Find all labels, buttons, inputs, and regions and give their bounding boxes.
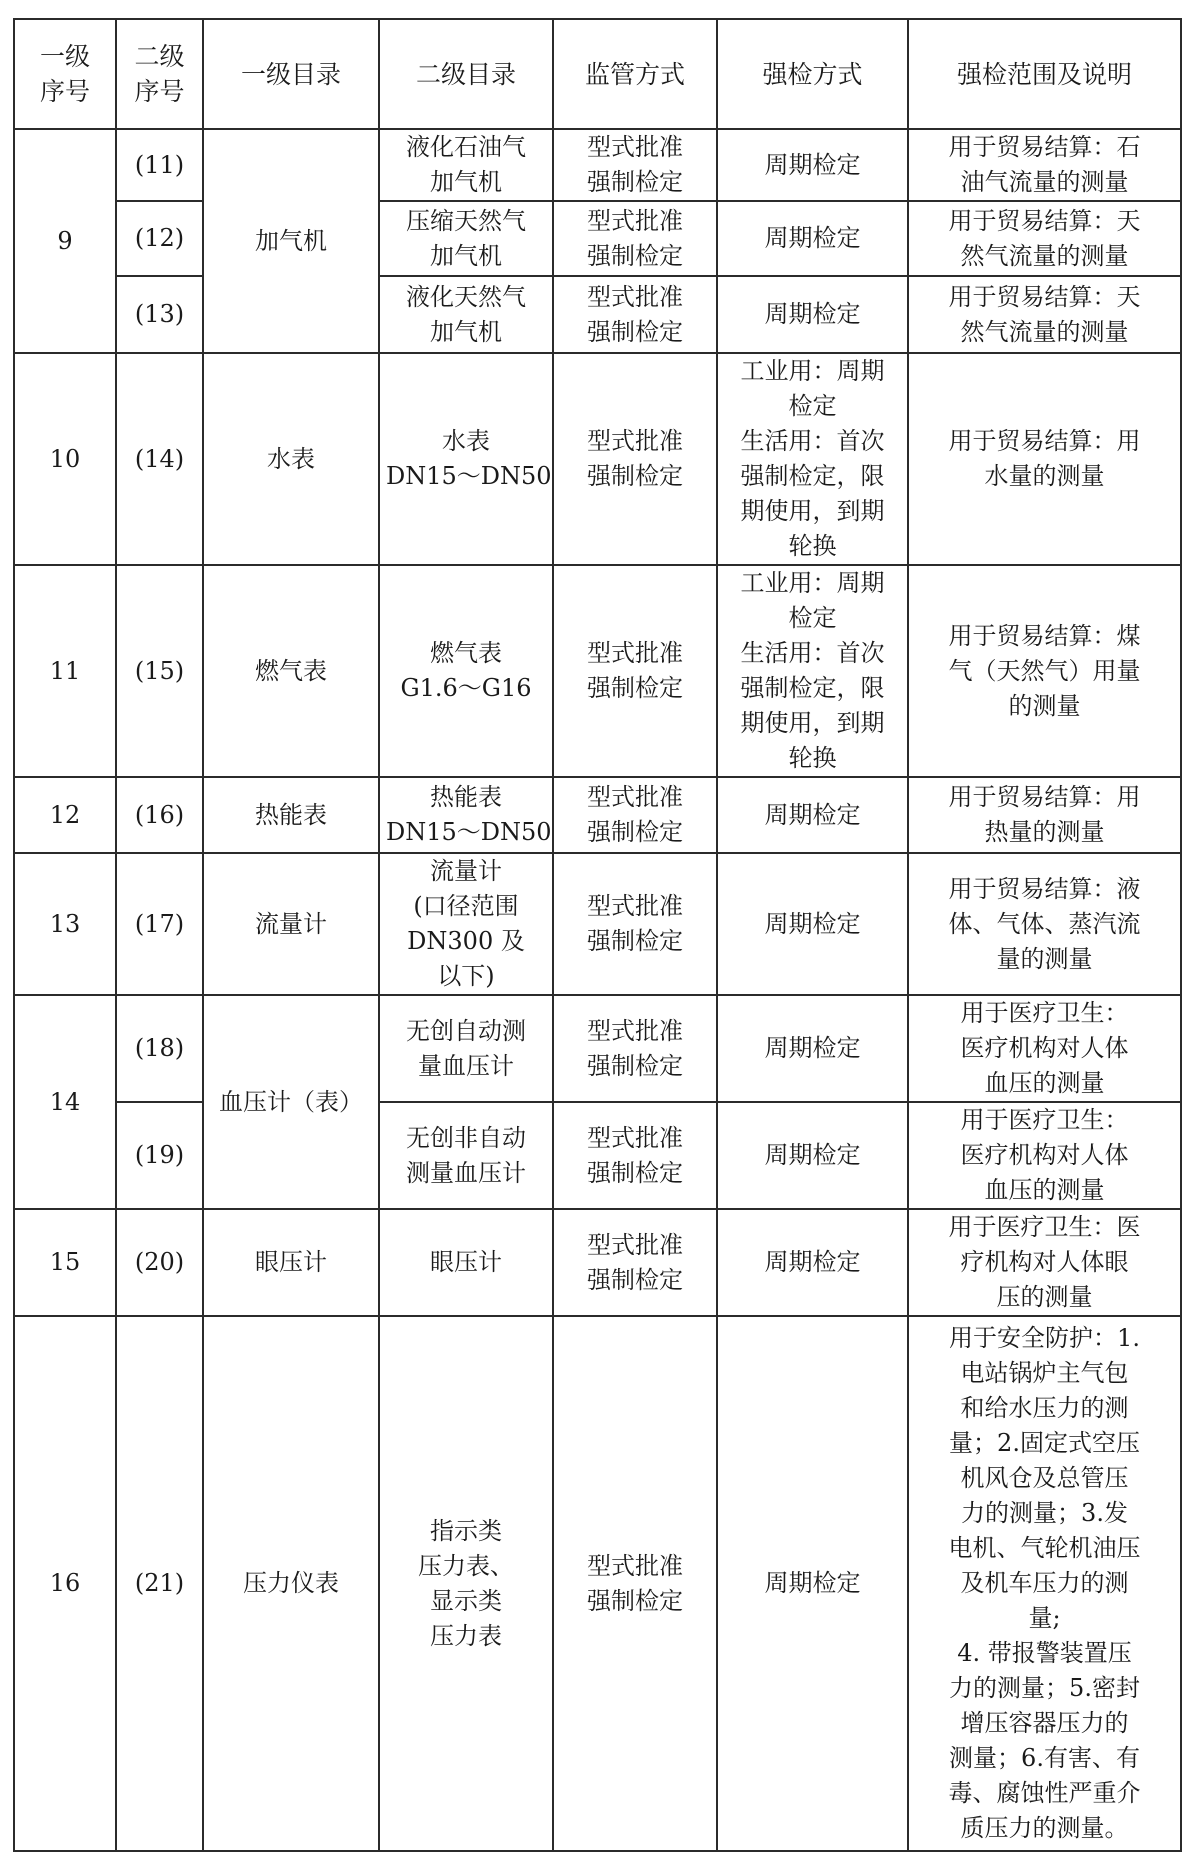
cell-text-line: 型式批准	[587, 1016, 683, 1045]
cell-text-line: 强制检定	[587, 241, 683, 270]
supervision-cell	[553, 353, 717, 565]
cell-text-line: DN15～DN50	[386, 462, 552, 490]
l1-catalog-cell: 血压计（表）	[203, 995, 379, 1209]
header-text: 序号	[39, 77, 90, 106]
cell-text-line: 气（天然气）用量	[948, 656, 1141, 685]
header-text: 一级	[39, 42, 90, 71]
cell-text-line: 周期检定	[764, 1034, 861, 1062]
scope-cell	[908, 995, 1181, 1102]
cell-text-line: 血压的测量	[984, 1069, 1105, 1097]
cell-text-line: 强制检定	[587, 168, 683, 196]
cell-text-line: 用于贸易结算：天	[948, 206, 1141, 235]
cell-text-line: 强制检定	[587, 1586, 683, 1615]
cell-text-line: 强制检定	[587, 1158, 683, 1187]
supervision-cell	[553, 995, 717, 1102]
header-l1-no	[14, 19, 116, 129]
cell-text-line: 周期检定	[764, 800, 861, 829]
inspection-cell	[717, 129, 908, 201]
cell-text-line: 型式批准	[587, 1230, 683, 1259]
table-row	[14, 1316, 1181, 1851]
l2-number-cell: (14)	[116, 353, 203, 565]
scope-cell	[908, 276, 1181, 353]
header-text: 强检范围及说明	[956, 59, 1132, 89]
cell-text-line: 液化石油气	[406, 133, 526, 161]
cell-text-line: 毒、腐蚀性严重介	[948, 1779, 1141, 1807]
cell-text-line: 型式批准	[587, 783, 683, 811]
l1-number-cell: 16	[14, 1316, 116, 1851]
cell-text-line: 机风仓及总管压	[960, 1464, 1129, 1492]
inspection-cell	[717, 995, 908, 1102]
supervision-cell	[553, 276, 717, 353]
header-l1-catalog	[203, 19, 379, 129]
l1-catalog-cell: 热能表	[203, 777, 379, 853]
cell-text-line: 无创非自动	[406, 1123, 526, 1152]
cell-text-line: 强制检定	[587, 1051, 683, 1080]
l1-number-cell: 9	[14, 129, 116, 353]
cell-text-line: 质压力的测量。	[960, 1814, 1129, 1842]
cell-text-line: 然气流量的测量	[960, 317, 1129, 346]
cell-text-line: 型式批准	[587, 639, 683, 667]
header-l2-catalog	[379, 19, 553, 129]
scope-cell	[908, 129, 1181, 201]
cell-text-line: 显示类	[430, 1586, 502, 1615]
supervision-cell	[553, 1102, 717, 1209]
l2-catalog-cell	[379, 853, 553, 995]
cell-text-line: 周期检定	[764, 224, 861, 252]
cell-text-line: 无创自动测	[406, 1016, 526, 1045]
cell-text-line: 工业用：周期	[740, 357, 885, 385]
cell-text-line: 用于贸易结算：用	[948, 783, 1141, 811]
cell-text-line: 型式批准	[587, 892, 683, 920]
inspection-cell	[717, 1209, 908, 1316]
supervision-cell	[553, 565, 717, 777]
cell-text-line: 用于医疗卫生：	[960, 1106, 1129, 1134]
cell-text-line: 力的测量；5.密封	[949, 1674, 1140, 1702]
cell-text-line: 血压的测量	[984, 1176, 1105, 1204]
cell-text-line: 测量血压计	[406, 1158, 526, 1187]
table-row	[14, 353, 1181, 565]
l1-catalog-cell: 燃气表	[203, 565, 379, 777]
cell-text-line: 热量的测量	[984, 818, 1105, 846]
cell-text-line: 强制检定	[587, 674, 683, 702]
cell-text-line: 检定	[788, 392, 837, 420]
cell-text-line: 及机车压力的测	[960, 1569, 1129, 1597]
cell-text-line: 用于贸易结算：用	[948, 427, 1141, 455]
l1-number-cell: 15	[14, 1209, 116, 1316]
cell-text-line: 和给水压力的测	[960, 1394, 1129, 1422]
cell-text-line: G1.6～G16	[400, 674, 532, 702]
l1-number-cell: 11	[14, 565, 116, 777]
cell-text-line: 加气机	[430, 168, 502, 196]
supervision-cell	[553, 1209, 717, 1316]
cell-text-line: 加气机	[430, 317, 502, 346]
cell-text-line: (口径范围	[413, 892, 519, 920]
cell-text-line: 指示类	[430, 1516, 502, 1545]
cell-text-line: 型式批准	[587, 1123, 683, 1152]
l2-number-cell: (11)	[116, 129, 203, 201]
cell-text-line: 周期检定	[764, 300, 861, 328]
table-header-row	[14, 19, 1181, 129]
scope-cell	[908, 201, 1181, 276]
cell-text-line: 轮换	[788, 744, 837, 772]
cell-text-line: 周期检定	[764, 1141, 861, 1169]
cell-text-line: 量；2.固定式空压	[949, 1429, 1140, 1457]
cell-text-line: 用于贸易结算：液	[948, 874, 1141, 903]
cell-text-line: 然气流量的测量	[960, 241, 1129, 270]
cell-text-line: 周期检定	[764, 1569, 861, 1597]
cell-text-line: 检定	[788, 604, 837, 632]
table-row	[14, 201, 1181, 276]
scope-cell	[908, 853, 1181, 995]
header-text: 二级目录	[415, 59, 516, 89]
cell-text-line: 眼压计	[430, 1248, 502, 1276]
l2-number-cell: (19)	[116, 1102, 203, 1209]
supervision-cell	[553, 201, 717, 276]
cell-text-line: 油气流量的测量	[960, 168, 1129, 196]
cell-text-line: 增压容器压力的	[960, 1709, 1129, 1737]
l2-number-cell: (18)	[116, 995, 203, 1102]
table-row	[14, 565, 1181, 777]
cell-text-line: 用于贸易结算：煤	[948, 621, 1141, 650]
cell-text-line: 量血压计	[418, 1051, 514, 1080]
cell-text-line: 4. 带报警装置压	[957, 1639, 1132, 1667]
cell-text-line: 型式批准	[587, 133, 683, 161]
header-text: 监管方式	[584, 59, 685, 89]
cell-text-line: DN15～DN50	[386, 818, 552, 846]
l1-number-cell: 13	[14, 853, 116, 995]
l2-catalog-cell	[379, 129, 553, 201]
cell-text-line: 压缩天然气	[406, 206, 526, 235]
table-row	[14, 777, 1181, 853]
cell-text-line: 强制检定	[587, 1265, 683, 1294]
cell-text-line: 量;	[1028, 1604, 1061, 1632]
cell-text-line: 强制检定	[587, 317, 683, 346]
header-inspection	[717, 19, 908, 129]
l2-number-cell: (12)	[116, 201, 203, 276]
inspection-cell	[717, 1316, 908, 1851]
cell-text-line: 力的测量；3.发	[961, 1499, 1128, 1527]
header-text: 强检方式	[762, 59, 863, 89]
cell-text-line: 液化天然气	[406, 282, 526, 311]
cell-text-line: 医疗机构对人体	[960, 1141, 1129, 1169]
scope-cell	[908, 565, 1181, 777]
cell-text-line: 压力表、	[418, 1551, 514, 1580]
l2-catalog-cell	[379, 777, 553, 853]
l2-number-cell: (13)	[116, 276, 203, 353]
cell-text-line: 强制检定	[587, 818, 683, 846]
table-row	[14, 276, 1181, 353]
cell-text-line: 体、气体、蒸汽流	[948, 909, 1141, 938]
l1-number-cell: 12	[14, 777, 116, 853]
supervision-cell	[553, 777, 717, 853]
l2-catalog-cell	[379, 353, 553, 565]
supervision-cell	[553, 1316, 717, 1851]
inspection-cell	[717, 276, 908, 353]
l2-catalog-cell	[379, 995, 553, 1102]
cell-text-line: 用于贸易结算：石	[948, 133, 1141, 161]
l1-number-cell: 14	[14, 995, 116, 1209]
cell-text-line: 压的测量	[996, 1283, 1093, 1311]
header-scope	[908, 19, 1181, 129]
l2-catalog-cell	[379, 565, 553, 777]
header-l2-no	[116, 19, 203, 129]
cell-text-line: 量的测量	[996, 944, 1093, 973]
cell-text-line: 周期检定	[764, 150, 861, 179]
table-row	[14, 1102, 1181, 1209]
cell-text-line: 轮换	[788, 532, 837, 560]
l1-catalog-cell: 压力仪表	[203, 1316, 379, 1851]
cell-text-line: 燃气表	[430, 639, 502, 667]
l2-catalog-cell	[379, 1102, 553, 1209]
l2-catalog-cell	[379, 1316, 553, 1851]
cell-text-line: 强制检定	[587, 462, 683, 490]
cell-text-line: 疗机构对人体眼	[960, 1248, 1129, 1276]
cell-text-line: 强制检定，限	[740, 674, 885, 702]
header-text: 二级	[134, 42, 185, 71]
cell-text-line: 测量；6.有害、有	[949, 1744, 1140, 1772]
inspection-cell	[717, 353, 908, 565]
cell-text-line: 水表	[442, 427, 490, 455]
cell-text-line: 生活用：首次	[740, 427, 885, 455]
cell-text-line: 流量计	[430, 857, 502, 885]
cell-text-line: 用于医疗卫生：	[960, 999, 1129, 1027]
supervision-cell	[553, 853, 717, 995]
supervision-cell	[553, 129, 717, 201]
l2-catalog-cell	[379, 201, 553, 276]
inspection-cell	[717, 777, 908, 853]
scope-cell	[908, 353, 1181, 565]
table-row	[14, 129, 1181, 201]
cell-text-line: 型式批准	[587, 206, 683, 235]
cell-text-line: 以下)	[437, 962, 495, 990]
cell-text-line: 周期检定	[764, 1248, 861, 1276]
cell-text-line: 电机、气轮机油压	[948, 1534, 1141, 1562]
scope-cell	[908, 777, 1181, 853]
l2-number-cell: (17)	[116, 853, 203, 995]
cell-text-line: 期使用，到期	[740, 497, 885, 525]
inspection-cell	[717, 565, 908, 777]
l1-catalog-cell: 流量计	[203, 853, 379, 995]
l2-catalog-cell	[379, 276, 553, 353]
inspection-cell	[717, 1102, 908, 1209]
l1-catalog-cell: 眼压计	[203, 1209, 379, 1316]
cell-text-line: 水量的测量	[984, 462, 1105, 490]
cell-text-line: 热能表	[430, 783, 502, 811]
cell-text-line: 压力表	[430, 1621, 502, 1650]
l1-catalog-cell: 加气机	[203, 129, 379, 353]
cell-text-line: 型式批准	[587, 427, 683, 455]
header-supervision	[553, 19, 717, 129]
cell-text-line: DN300 及	[407, 927, 525, 955]
cell-text-line: 工业用：周期	[740, 569, 885, 597]
l1-catalog-cell: 水表	[203, 353, 379, 565]
l2-number-cell: (15)	[116, 565, 203, 777]
l2-number-cell: (20)	[116, 1209, 203, 1316]
cell-text-line: 用于安全防护：1.	[949, 1324, 1140, 1352]
header-text: 一级目录	[240, 59, 341, 89]
l1-number-cell: 10	[14, 353, 116, 565]
table-row	[14, 995, 1181, 1102]
l2-catalog-cell	[379, 1209, 553, 1316]
cell-text-line: 的测量	[1008, 691, 1081, 720]
l2-number-cell: (21)	[116, 1316, 203, 1851]
cell-text-line: 电站锅炉主气包	[960, 1359, 1129, 1387]
cell-text-line: 加气机	[430, 241, 502, 270]
metering-instrument-table	[13, 18, 1182, 1852]
cell-text-line: 型式批准	[587, 1551, 683, 1580]
inspection-cell	[717, 853, 908, 995]
scope-cell	[908, 1316, 1181, 1851]
cell-text-line: 型式批准	[587, 282, 683, 311]
scope-cell	[908, 1102, 1181, 1209]
header-text: 序号	[134, 77, 185, 106]
cell-text-line: 用于贸易结算：天	[948, 282, 1141, 311]
l2-number-cell: (16)	[116, 777, 203, 853]
cell-text-line: 强制检定，限	[740, 462, 885, 490]
cell-text-line: 周期检定	[764, 909, 861, 938]
table-row	[14, 1209, 1181, 1316]
cell-text-line: 强制检定	[587, 927, 683, 955]
cell-text-line: 生活用：首次	[740, 639, 885, 667]
table-row	[14, 853, 1181, 995]
scope-cell	[908, 1209, 1181, 1316]
cell-text-line: 期使用，到期	[740, 709, 885, 737]
cell-text-line: 医疗机构对人体	[960, 1034, 1129, 1062]
inspection-cell	[717, 201, 908, 276]
cell-text-line: 用于医疗卫生：医	[948, 1213, 1141, 1241]
